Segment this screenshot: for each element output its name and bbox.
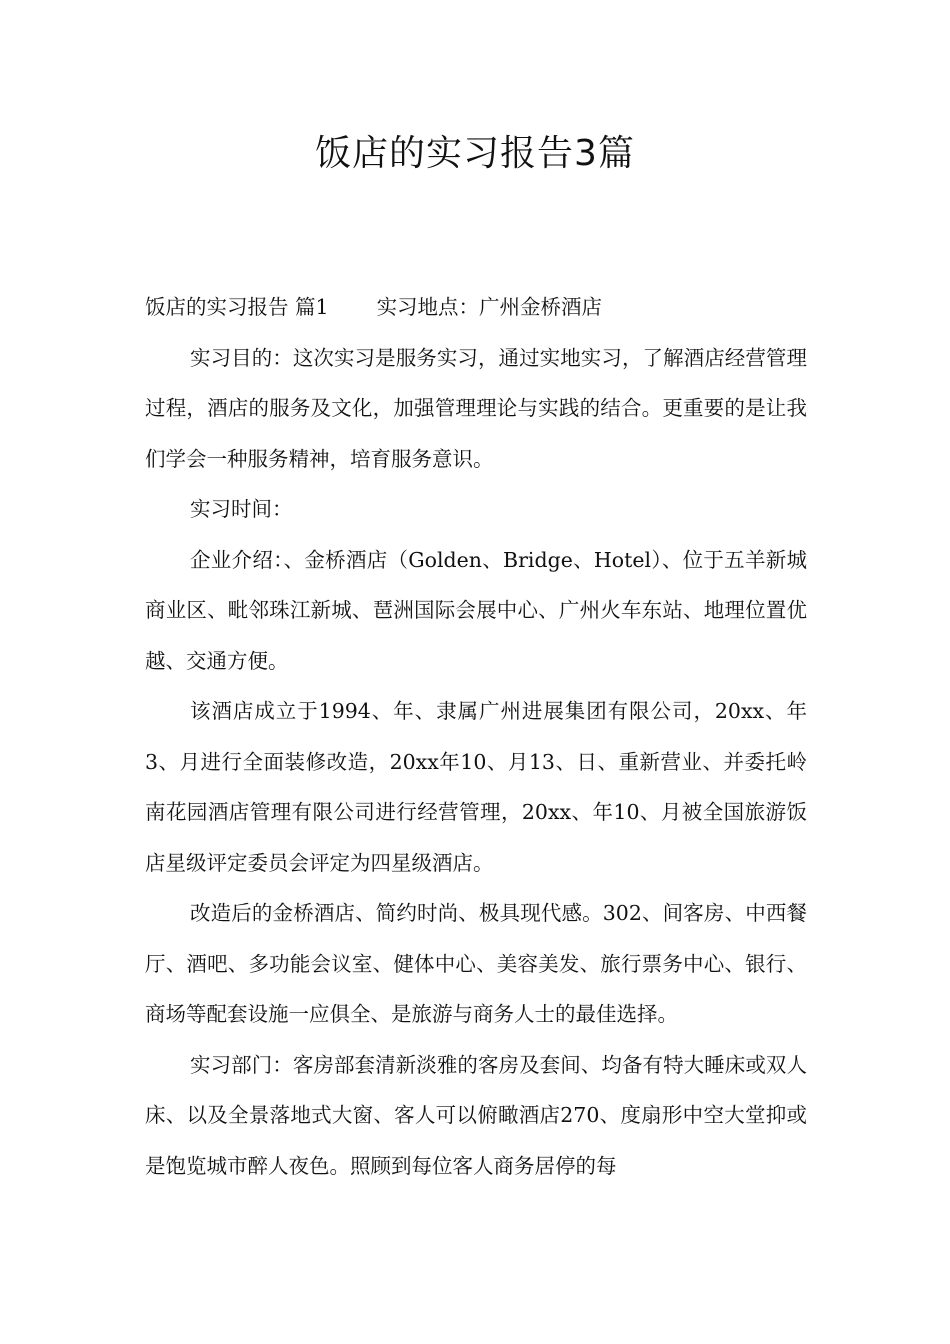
paragraph-department: 实习部门：客房部套清新淡雅的客房及套间、均备有特大睡床或双人床、以及全景落地式大窗、客人可以俯瞰酒店270、度扇形中空大堂抑或是饱览城市醉人夜色。照顾到每位客人商务居停的每: [145, 1052, 807, 1178]
paragraph-renovation: 改造后的金桥酒店、简约时尚、极具现代感。302、间客房、中西餐厅、酒吧、多功能会议室、健体中心、美容美发、旅行票务中心、银行、商场等配套设施一应俱全、是旅游与商务人士的最佳选择。: [145, 901, 807, 1026]
paragraph-hotel-history: 该酒店成立于1994、年、隶属广州进展集团有限公司，20xx、年3、月进行全面装修改造，20xx年10、月13、日、重新营业、并委托岭南花园酒店管理有限公司进行经营管理，20xx、年10、月被全国旅游饭店星级评定委员会评定为四星级酒店。: [145, 699, 807, 875]
paragraph-time: 实习时间：: [190, 497, 293, 521]
paragraph-company-intro: 企业介绍：、金桥酒店（Golden、Bridge、Hotel）、位于五羊新城商业区、毗邻珠江新城、琶洲国际会展中心、广州火车东站、地理位置优越、交通方便。: [145, 547, 807, 673]
document-body: [145, 282, 807, 1191]
section-heading: 饭店的实习报告 篇1: [145, 295, 329, 319]
document-title: 饭店的实习报告3篇: [315, 133, 635, 174]
location-line: 实习地点：广州金桥酒店: [376, 295, 603, 319]
first-line: [145, 282, 807, 333]
paragraph-purpose: 实习目的：这次实习是服务实习，通过实地实习，了解酒店经营管理过程，酒店的服务及文化，加强管理理论与实践的结合。更重要的是让我们学会一种服务精神，培育服务意识。: [145, 345, 807, 471]
